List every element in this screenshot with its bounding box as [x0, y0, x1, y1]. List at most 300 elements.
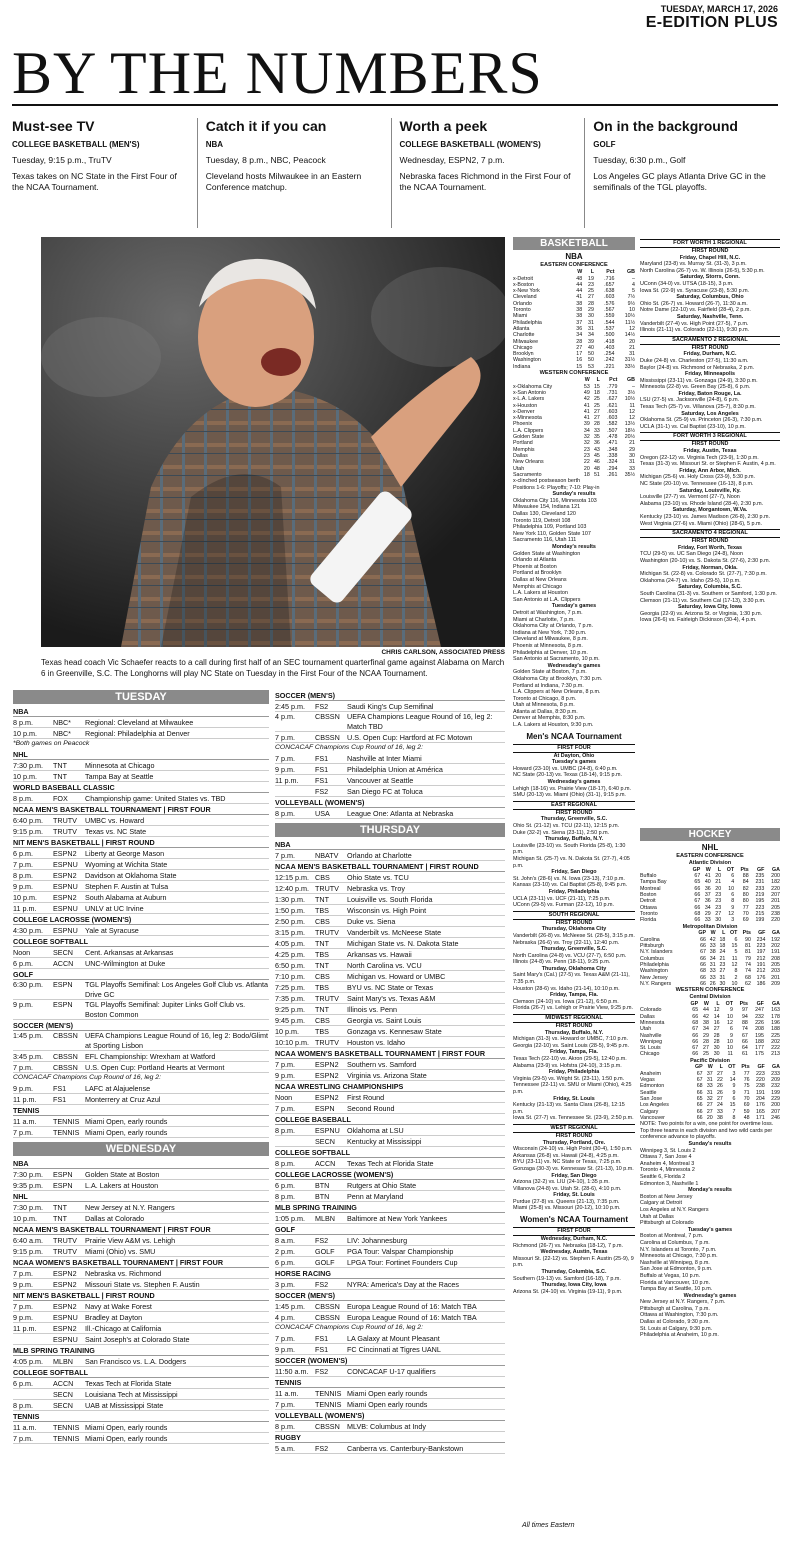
result-line: Oklahoma City at Brooklyn, 7:30 p.m.	[513, 675, 603, 682]
bracket-subheading: Thursday, Portland, Ore.	[542, 1139, 606, 1146]
listing-event: Texas Tech at Florida State	[347, 1159, 434, 1168]
standings-value: 26	[716, 1089, 723, 1096]
standings-value: 188	[755, 1038, 764, 1045]
standings-col-header: W	[703, 1000, 709, 1007]
bracket-subheading: FIRST ROUND	[691, 538, 729, 545]
listing-network: GOLF	[315, 1258, 335, 1267]
bracket-subheading: Friday, San Diego	[551, 1172, 597, 1179]
standings-value: 11	[731, 955, 738, 962]
bracket-game: Vanderbilt (26-8) vs. McNeese St. (28-5), 3:15 p.m.	[513, 932, 635, 939]
listing-network: ESPN2	[53, 1280, 77, 1289]
standings-value: 41	[583, 402, 590, 409]
standings-value: 68	[700, 968, 706, 975]
listing-network: TNT	[53, 772, 67, 781]
standings-value: 18	[719, 943, 726, 950]
standings-value: 9½	[627, 300, 635, 307]
listing-time: 10 p.m.	[13, 893, 37, 902]
standings-col-header: GB	[627, 377, 635, 384]
bracket-subheading: Friday, Tampa, Fla.	[549, 992, 599, 999]
standings-value: 223	[755, 904, 765, 911]
result-line: Utah at Dallas	[640, 1213, 674, 1220]
listing-row	[275, 938, 505, 949]
bracket-game: Arizona St. (24-10) vs. Virginia (19-11), 9 p.m.	[513, 1288, 623, 1295]
standings-value: 9	[732, 1089, 736, 1096]
bracket-subheading: Thursday, Greenville, S.C.	[540, 946, 608, 953]
standings-value: 222	[771, 1045, 780, 1052]
standings-value: 27	[706, 1102, 713, 1109]
bracket-game: Richmond (26-7) vs. Nebraska (18-12), 7 p.m.	[513, 1242, 623, 1249]
standings-value: 66	[700, 980, 706, 987]
listing-network: CBS	[315, 972, 330, 981]
listing-time: 6:30 p.m.	[13, 980, 43, 989]
standings-value: 31	[629, 351, 635, 358]
standings-value: 49	[583, 389, 590, 396]
standings-value: 191	[755, 1089, 765, 1096]
promo-heading: Worth a peek	[399, 118, 488, 134]
standings-value: 88	[742, 873, 749, 880]
standings-value: 201	[771, 974, 780, 981]
bracket-subheading: Wednesday's games	[547, 779, 601, 786]
team-name: x-Detroit	[513, 275, 534, 282]
standings-col-header: OT	[730, 930, 738, 937]
standings-value: 7	[732, 1108, 736, 1115]
bracket-subheading: Wednesday, Austin, Texas	[540, 1249, 608, 1256]
standings-value: 84	[742, 879, 749, 886]
listing-network: CBSSN	[315, 1313, 340, 1322]
team-name: x-L.A. Lakers	[513, 396, 545, 403]
standings-value: 66	[694, 892, 701, 899]
team-name: Minnesota	[640, 1019, 665, 1026]
standings-col-header: L	[596, 377, 600, 384]
listing-row	[275, 1257, 505, 1268]
standings-value: 33	[709, 974, 716, 981]
results-heading: Sunday's results	[688, 1141, 732, 1148]
team-name: San Jose	[640, 1096, 663, 1103]
result-line: Carolina at Columbus, 7 p.m.	[640, 1239, 710, 1246]
listing-network: TENNIS	[53, 1128, 80, 1137]
standings-value: 6	[734, 936, 738, 943]
listing-event: NYRA: America's Day at the Races	[347, 1280, 460, 1289]
listing-section-header: SOCCER (MEN'S)	[275, 690, 505, 701]
listing-network: CBS	[315, 917, 330, 926]
listing-time: 8 p.m.	[13, 718, 33, 727]
result-line: Toronto 119, Detroit 108	[513, 517, 571, 524]
standings-value: 34	[576, 332, 583, 339]
listing-row	[275, 1399, 505, 1410]
standings-value: 26	[716, 1083, 723, 1090]
listing-row	[13, 1422, 269, 1433]
standings-value: 10	[731, 980, 738, 987]
bracket-subheading: Friday, Fort Worth, Texas	[677, 544, 743, 551]
listing-row	[13, 1356, 269, 1367]
listing-event: UMBC vs. Howard	[85, 816, 145, 825]
listing-row	[13, 1116, 269, 1127]
listing-time: 8 p.m.	[13, 794, 33, 803]
listing-row	[13, 925, 269, 936]
standings-value: 53	[583, 383, 590, 390]
team-name: Chicago	[513, 344, 533, 351]
standings-value: 215	[755, 910, 765, 917]
team-name: N.Y. Rangers	[640, 980, 672, 987]
listing-network: ESPN2	[53, 1269, 77, 1278]
team-name: Vegas	[640, 1077, 655, 1084]
standings-value: 42	[709, 936, 716, 943]
listing-time: 6:40 a.m.	[13, 1236, 43, 1245]
results-heading: Monday's results	[688, 1187, 732, 1194]
standings-value: 34	[709, 955, 716, 962]
listing-time: 1:45 p.m.	[275, 1302, 305, 1311]
womens-first-four	[513, 1227, 635, 1295]
listing-row	[275, 927, 505, 938]
bracket-game: Arizona (32-2) vs. LIU (24-10), 1:35 p.m.	[513, 1179, 610, 1186]
listing-time: 10 p.m.	[13, 1214, 37, 1223]
result-line: Florida at Vancouver, 10 p.m.	[640, 1279, 711, 1286]
standings-value: .603	[607, 408, 618, 415]
listing-row	[275, 1092, 505, 1103]
bracket-subheading: Saturday, Storrs, Conn.	[680, 274, 740, 281]
standings-value: 33	[629, 465, 635, 472]
listing-event: LIV: Johannesburg	[347, 1236, 408, 1245]
standings-value: 28	[588, 300, 594, 307]
standings-value: 30	[629, 452, 635, 459]
bracket-game: Purdue (27-8) vs. Queens (21-13), 7:35 p.m.	[513, 1198, 620, 1205]
listing-event: Southern vs. Samford	[347, 1060, 417, 1069]
listing-event: UEFA Champions League Round of 16, leg 2: Bodo/Glimt at Sporting Lisbon	[85, 1031, 268, 1050]
listing-network: FS1	[53, 1084, 67, 1093]
listing-time: 1:45 p.m.	[13, 1031, 43, 1040]
bracket-game: Texas Tech (22-10) vs. Akron (29-5), 12:40 p.m.	[513, 1056, 627, 1062]
team-name: New Orleans	[513, 459, 544, 466]
team-name: Nashville	[640, 1032, 662, 1039]
listing-time: 7:30 p.m.	[13, 1170, 43, 1179]
standings-col-header: Pts	[741, 1064, 750, 1071]
standings-value: 33	[709, 943, 716, 950]
listing-event: Kentucky at Mississippi	[347, 1137, 422, 1146]
listing-event: UNC-Wilmington at Duke	[85, 959, 166, 968]
listing-section-header: NCAA MEN'S BASKETBALL TOURNAMENT | FIRST FOUR	[13, 1224, 269, 1235]
listing-time: 6 p.m.	[275, 1181, 295, 1190]
bracket-game: Tennessee (22-11) vs. SMU or Miami (Ohio), 4:25 p.m.	[513, 1082, 632, 1095]
standings-value: 88	[741, 1019, 748, 1026]
listing-event: Saint Joseph's at Colorado State	[85, 1335, 190, 1344]
result-line: New York 110, Golden State 107	[513, 530, 591, 537]
standings-value: 61	[741, 1051, 748, 1058]
bracket-game: Louisville (23-10) vs. South Florida (25-8), 1:30 p.m.	[513, 842, 626, 856]
standings-value: .254	[604, 351, 615, 358]
photo-caption: Texas head coach Vic Schaefer reacts to a call during first half of an SEC tournament quarterfinal game against Alabama on March 6 in Greenville, S.C. The Longhorns will play NC State on Tuesday in the First Four of the NCAA Tournament.	[41, 658, 505, 678]
listing-time: 6 p.m.	[13, 849, 33, 858]
listing-network: TNT	[315, 1005, 329, 1014]
result-line: Cleveland at Milwaukee, 8 p.m.	[513, 636, 588, 643]
standings-value: 21	[629, 440, 635, 447]
standings-row	[640, 1102, 780, 1108]
standings-value: 205	[771, 904, 780, 911]
listing-network: ESPN2	[53, 849, 77, 858]
promo-desc: Texas takes on NC State in the First Four of the NCAA Tournament.	[12, 171, 177, 192]
listing-time: 6:50 p.m.	[275, 961, 305, 970]
standings-col-header: GA	[772, 1000, 780, 1007]
bracket-subheading: Friday, Minneapolis	[685, 371, 735, 378]
listing-time: 7 p.m.	[275, 851, 295, 860]
standings-value: .621	[607, 402, 618, 409]
standings-value: 69	[742, 917, 749, 924]
standings-value: .418	[604, 338, 615, 345]
listing-row	[13, 1268, 269, 1279]
standings-col-header: W	[584, 377, 590, 384]
standings-value: 68	[692, 1019, 699, 1026]
standings-value: 202	[771, 1038, 780, 1045]
listing-network: FOX	[53, 794, 68, 803]
listing-note: CONCACAF Champions Cup Round of 16, leg 2:	[13, 1074, 161, 1081]
bracket-game: Ohio St. (21-12) vs. TCU (22-11), 12:15 p.m.	[513, 823, 620, 829]
listing-row	[13, 947, 269, 958]
bracket-subheading: FIRST ROUND	[691, 344, 729, 351]
listing-row	[13, 1334, 269, 1345]
standings-value: 231	[755, 879, 765, 886]
standings-value: 17	[576, 351, 583, 358]
standings-value: 43	[593, 446, 600, 453]
nba-west-standings	[513, 377, 635, 478]
bracket-subheading: FIRST ROUND	[555, 1132, 593, 1139]
listing-time: 10 p.m.	[13, 772, 37, 781]
standings-col-header: W	[577, 269, 583, 275]
standings-value: 74	[745, 961, 751, 968]
listing-time: 1:05 p.m.	[275, 1214, 305, 1223]
listing-event: Miami Open, early rounds	[85, 1117, 168, 1126]
team-name: Dallas	[640, 1013, 655, 1020]
listing-event: Houston vs. Idaho	[347, 1038, 405, 1047]
standings-value: 12	[713, 1007, 720, 1014]
listing-network: ESPNU	[53, 860, 78, 869]
standings-value: 38	[576, 313, 583, 320]
standings-value: 220	[771, 885, 780, 892]
listing-event: Missouri State vs. Stephen F. Austin	[85, 1280, 200, 1289]
bracket-region-header: SOUTH REGIONAL	[513, 911, 635, 920]
listing-network: ESPN2	[53, 871, 77, 880]
page-title: BY THE NUMBERS	[12, 40, 543, 106]
standings-value: 76	[743, 1077, 750, 1084]
listing-time: 7 p.m.	[13, 1302, 33, 1311]
team-name: Vancouver	[640, 1114, 665, 1121]
results-heading: Wednesday's games	[683, 1292, 737, 1299]
standings-col-header: Pts	[740, 866, 749, 873]
bracket-game: St. John's (28-6) vs. N. Iowa (23-13), 7:10 p.m.	[513, 875, 625, 882]
standings-value: 12	[629, 325, 635, 332]
listing-row	[275, 894, 505, 905]
standings-value: 66	[692, 1051, 699, 1058]
listing-event: LAFC at Alajuelense	[85, 1084, 151, 1093]
listing-network: TRUTV	[315, 884, 339, 893]
listing-row	[13, 728, 269, 739]
bracket-game: North Carolina (24-8) vs. VCU (27-7), 6:50 p.m.	[513, 952, 627, 959]
listing-network: TNT	[53, 761, 67, 770]
listing-time: 3:45 p.m.	[13, 1052, 43, 1061]
standings-value: 25	[593, 402, 600, 409]
standings-value: 29	[588, 307, 594, 314]
listing-row	[275, 949, 505, 960]
listing-time: Noon	[13, 948, 31, 957]
listing-event: Miami Open, early rounds	[85, 1128, 168, 1137]
standings-value: 66	[692, 1013, 699, 1020]
standings-value: .627	[607, 396, 618, 403]
standings-value: 6	[729, 1026, 733, 1033]
bracket-region-header: FIRST FOUR	[513, 744, 635, 753]
listing-event: Second Round	[347, 1104, 395, 1113]
listing-time: 4:25 p.m.	[275, 950, 305, 959]
standings-value: 33	[709, 968, 716, 975]
listing-row	[13, 1433, 269, 1444]
standings-value: 27	[716, 1096, 723, 1103]
nhl-results	[640, 1141, 780, 1339]
result-line: Dallas 130, Cleveland 120	[513, 511, 576, 518]
standings-value: 238	[755, 1083, 765, 1090]
listing-event: Illinois vs. Penn	[347, 1005, 397, 1014]
standings-value: 70	[742, 910, 749, 917]
listing-event: LPGA Tour: Fortinet Founders Cup	[347, 1258, 458, 1267]
listing-time: 6 p.m.	[13, 1379, 33, 1388]
listing-network: NBC*	[53, 718, 71, 727]
standings-value: 208	[771, 955, 780, 962]
womens-regional-games	[640, 239, 780, 624]
bracket-game: Illinois (21-11) vs. Colorado (22-11), 9:30 p.m.	[640, 327, 750, 334]
listing-time	[13, 1334, 53, 1344]
standings-value: 62	[745, 980, 751, 987]
standings-value: 27	[719, 968, 726, 975]
listing-row	[13, 848, 269, 859]
listing-time: 10:10 p.m.	[275, 1038, 309, 1047]
listing-network: TNT	[315, 961, 329, 970]
standings-value: 6	[732, 1096, 736, 1103]
standings-value: .559	[604, 313, 615, 320]
standings-value: .582	[607, 421, 618, 428]
listing-event: Nebraska vs. Richmond	[85, 1269, 162, 1278]
listing-network: SECN	[53, 1390, 73, 1399]
listing-event: Philadelphia Union at América	[347, 765, 443, 774]
bracket-subheading: Friday, Tampa, Fla.	[549, 1049, 599, 1056]
west-conf-title: WESTERN CONFERENCE	[539, 370, 609, 377]
standings-value: 23	[583, 452, 590, 459]
results-heading: Monday's results	[552, 544, 596, 551]
listing-network: ESPN	[315, 1104, 335, 1113]
nba-note: Positions 1-6: Playoffs; 7-10: Play-in	[513, 484, 600, 491]
listing-row	[13, 1279, 269, 1290]
bracket-game: Kentucky (21-13) vs. Santa Clara (26-8), 12:15 p.m.	[513, 1102, 625, 1115]
listing-event: Wyoming at Wichita State	[85, 860, 168, 869]
standings-col-header: GA	[772, 1064, 780, 1071]
standings-value: 18	[583, 471, 590, 478]
listing-row	[275, 971, 505, 982]
standings-value: .603	[607, 415, 618, 422]
listing-event: UNLV at UC Irvine	[85, 904, 144, 913]
standings-row	[640, 879, 780, 885]
mens-ncaa-bracket	[513, 744, 635, 1212]
standings-col-header: Pct	[606, 269, 615, 275]
listing-network: NBC*	[53, 729, 71, 738]
bracket-game: Michigan (25-6) vs. Holy Cross (23-9), 5:30 p.m.	[640, 474, 756, 481]
promo-time: Wednesday, ESPN2, 7 p.m.	[399, 155, 505, 165]
bracket-game: Clemson (24-10) vs. Iowa (21-12), 6:50 p.m.	[513, 998, 619, 1005]
listing-event: Miami Open, early rounds	[85, 1434, 168, 1443]
listing-row	[275, 1246, 505, 1257]
listing-row	[275, 1312, 505, 1323]
nhl-standings	[640, 853, 780, 1339]
issue-date: TUESDAY, MARCH 17, 2026	[660, 4, 778, 14]
listing-event: Baltimore at New York Yankees	[347, 1214, 448, 1223]
standings-value: 42	[583, 396, 590, 403]
standings-value: 50	[588, 357, 594, 364]
listing-time: Noon	[275, 1093, 293, 1102]
standings-note: NOTE: Two points for a win, one point for overtime loss. Top three teams in each division and two wild cards per conference advance to playoffs.	[640, 1121, 774, 1141]
standings-value: .500	[604, 332, 615, 339]
listing-row	[13, 1378, 269, 1389]
standings-value: 66	[694, 904, 701, 911]
listing-network: BTN	[315, 1192, 330, 1201]
listing-network: ESPN	[53, 1181, 73, 1190]
standings-value: 20½	[624, 434, 635, 441]
standings-value: 200	[771, 873, 780, 880]
listing-row	[275, 982, 505, 993]
promo-2	[197, 118, 391, 228]
listing-time: 2:45 p.m.	[275, 702, 305, 711]
standings-header-row	[640, 1001, 780, 1008]
listing-network: FS1	[315, 776, 329, 785]
standings-value: 59	[743, 1108, 750, 1115]
listing-event: Texas vs. NC State	[85, 827, 147, 836]
listing-time	[275, 1136, 315, 1146]
listing-section-header: COLLEGE BASEBALL	[275, 1114, 505, 1125]
result-line: Memphis at Chicago	[513, 583, 563, 590]
standings-value: 66	[696, 1089, 703, 1096]
standings-value: 12	[728, 910, 735, 917]
standings-value: 44	[576, 281, 583, 288]
listing-network: CBSSN	[315, 1302, 340, 1311]
listing-time: 4 p.m.	[275, 712, 295, 721]
bracket-game: Wisconsin (24-10) vs. High Point (30-4), 1:50 p.m.	[513, 1146, 633, 1153]
listing-time: 3:15 p.m.	[275, 928, 305, 937]
listing-network: TRUTV	[315, 928, 339, 937]
standings-value: 23	[588, 281, 594, 288]
standings-value: 30	[713, 1051, 720, 1058]
standings-value: 38	[716, 1114, 723, 1121]
standings-value: 44	[703, 1007, 709, 1014]
team-name: x-Minnesota	[513, 415, 542, 422]
listing-row	[275, 1388, 505, 1399]
bracket-subheading: Friday, San Diego	[551, 869, 597, 876]
bracket-game: Miami (25-8) vs. Missouri (20-12), 10:10 p.m.	[513, 1205, 621, 1212]
bracket-game: UConn (34-0) vs. UTSA (18-15), 3 p.m.	[640, 280, 734, 287]
listing-network: USA	[315, 809, 330, 818]
mens-ncaa-title: Men's NCAA Tournament	[526, 731, 622, 741]
listing-section-header: NCAA WRESTLING CHAMPIONSHIPS	[275, 1081, 505, 1092]
standings-value: 191	[756, 961, 766, 968]
result-line: Pittsburgh at Colorado	[640, 1220, 694, 1227]
promo-desc: Cleveland hosts Milwaukee in an Eastern Conference matchup.	[205, 171, 362, 192]
standings-value: 20	[715, 885, 722, 892]
listing-row	[275, 1421, 505, 1432]
listing-event: Minnesota at Chicago	[85, 761, 155, 770]
listing-time: 9 p.m.	[13, 1000, 33, 1009]
standings-value: 197	[756, 949, 766, 956]
listing-row	[13, 717, 269, 728]
listing-time: 9:15 p.m.	[13, 1247, 43, 1256]
standings-value: 10	[727, 1045, 733, 1052]
standings-value: 35	[593, 434, 600, 441]
tuesday-listings-continued	[275, 690, 505, 819]
result-line: Detroit at Washington, 7 p.m.	[513, 609, 583, 616]
standings-col-header: GA	[772, 866, 780, 873]
standings-value: 15	[576, 363, 583, 370]
promo-row	[12, 118, 778, 228]
